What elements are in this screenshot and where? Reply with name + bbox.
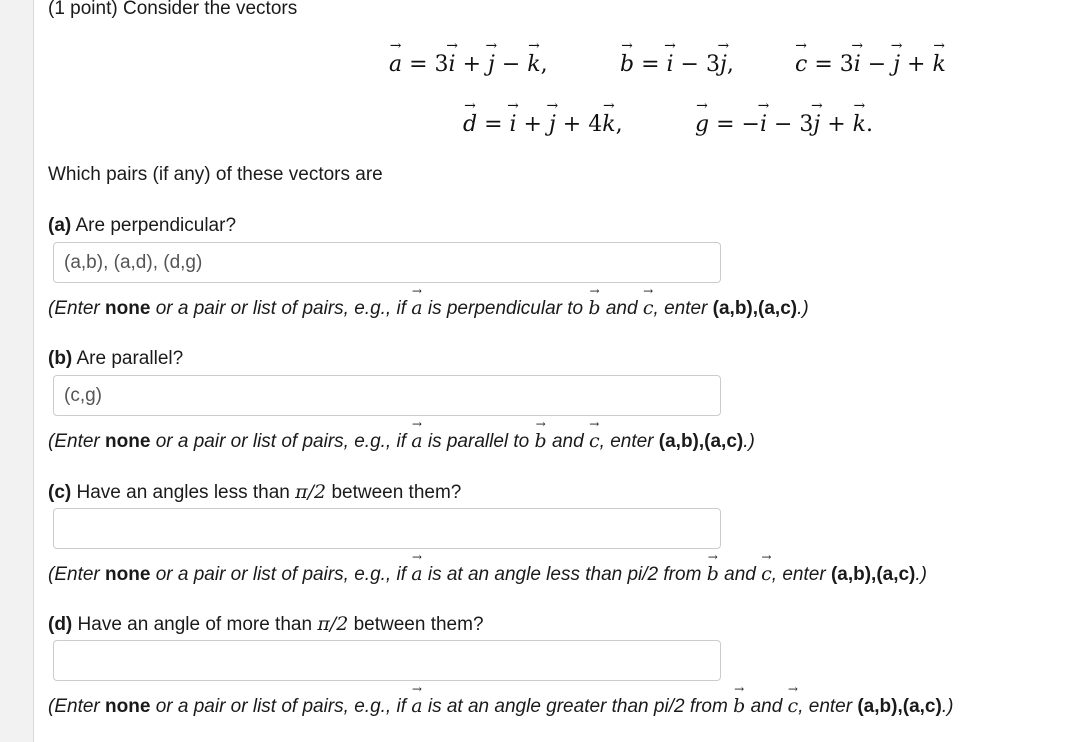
hint-a: (Enter none or a pair or list of pairs, e.g., if → a is perpendicular to → b and → c, enter (a,b),(a,c).) (48, 297, 809, 320)
vector-c: → c = 3→ i − → j + → k (795, 52, 946, 77)
part-b-label: (b) (48, 348, 73, 369)
part-b-question (48, 348, 183, 370)
answer-c-input[interactable] (53, 508, 721, 549)
hint-c: (Enter none or a pair or list of pairs, e.g., if → a is at an angle less than pi/2 from → b and → c, enter (a,b),(a,c).) (48, 563, 927, 586)
problem-intro: (1 point) Consider the vectors (48, 0, 298, 19)
hint-b: (Enter none or a pair or list of pairs, e.g., if → a is parallel to → b and → c, enter (a,b),(a,c).) (48, 430, 755, 453)
part-c-label: (c) (48, 482, 72, 503)
part-a-question (48, 215, 236, 237)
hint-d: (Enter none or a pair or list of pairs, e.g., if → a is at an angle greater than pi/2 from → b and → c, enter (a,b),(a,c).) (48, 695, 953, 718)
answer-a-input[interactable] (53, 242, 721, 283)
question-lead: Which pairs (if any) of these vectors are (48, 164, 383, 185)
vector-d: → d = → i + → j + 4→ k, (463, 112, 623, 137)
answer-d-input[interactable] (53, 640, 721, 681)
part-a-label: (a) (48, 215, 72, 236)
part-d-label: (d) (48, 614, 73, 635)
part-b-text: Are parallel? (76, 348, 184, 369)
part-a-text: Are perpendicular? (75, 215, 237, 236)
vector-a: → a = 3→ i + → j − → k, (389, 52, 548, 77)
pi-half-d: π/2 (317, 613, 349, 635)
vector-b: → b = → i − 3→ j, (620, 52, 734, 77)
answer-b-input[interactable] (53, 375, 721, 416)
vector-g: → g = −→ i − 3→ j + → k. (695, 112, 873, 137)
part-d-question: (d) Have an angle of more than π/2 between them? (48, 613, 484, 635)
part-c-question: (c) Have an angles less than π/2 between them? (48, 481, 462, 503)
pi-half-c: π/2 (295, 481, 327, 503)
